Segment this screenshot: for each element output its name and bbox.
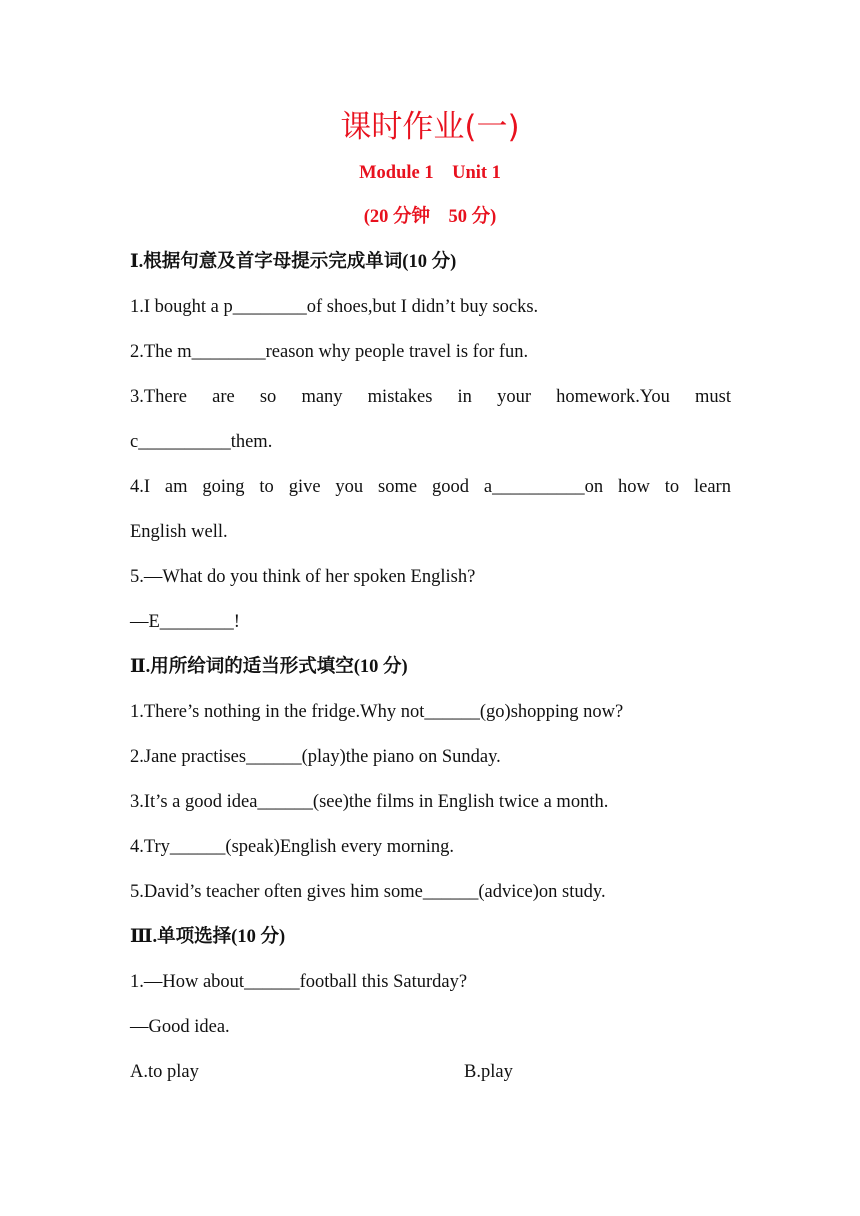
section-1-question-3-line-1 [130, 384, 731, 410]
section-2-question-1: 1.There’s nothing in the fridge.Why not______(go)shopping now? [130, 702, 624, 722]
section-2-question-5: 5.David’s teacher often gives him some______(advice)on study. [130, 882, 606, 902]
section-3-question-1-option-a: A.to play [130, 1062, 199, 1082]
word: am [164, 477, 188, 497]
section-3-question-1-option-b: B.play [464, 1062, 513, 1082]
word: 3.There [130, 387, 188, 407]
word: learn [693, 477, 731, 497]
word: 4.I [130, 477, 151, 497]
word: how [617, 477, 650, 497]
word: so [259, 387, 277, 407]
section-1-question-4-line-1 [130, 474, 731, 500]
word: homework.You [556, 387, 670, 407]
section-1-heading: Ⅰ.根据句意及首字母提示完成单词(10 分) [130, 252, 457, 272]
word: some [378, 477, 418, 497]
section-1-question-4-line-2: English well. [130, 522, 228, 542]
word: going [202, 477, 245, 497]
section-1-question-2: 2.The m________reason why people travel is for fun. [130, 342, 529, 362]
word: a__________on [483, 477, 604, 497]
word: must [695, 387, 731, 407]
word: you [335, 477, 364, 497]
section-3-question-1-line-1: 1.—How about______football this Saturday? [130, 972, 468, 992]
time-score-info: (20 分钟 50 分) [363, 207, 497, 227]
word: give [288, 477, 321, 497]
module-unit-subtitle: Module 1 Unit 1 [359, 163, 501, 183]
word: many [301, 387, 343, 407]
word: your [497, 387, 531, 407]
word: mistakes [367, 387, 433, 407]
section-3-heading: Ⅲ.单项选择(10 分) [130, 927, 286, 947]
section-1-question-5-line-1: 5.—What do you think of her spoken English? [130, 567, 476, 587]
word: to [664, 477, 680, 497]
section-2-question-2: 2.Jane practises______(play)the piano on Sunday. [130, 747, 501, 767]
word: in [457, 387, 472, 407]
page-title: 课时作业(一) [340, 109, 520, 145]
word: good [431, 477, 469, 497]
section-1-question-3-line-2: c__________them. [130, 432, 273, 452]
section-1-question-1: 1.I bought a p________of shoes,but I didn’t buy socks. [130, 297, 539, 317]
section-2-question-4: 4.Try______(speak)English every morning. [130, 837, 455, 857]
word: to [259, 477, 274, 497]
section-2-heading: Ⅱ.用所给词的适当形式填空(10 分) [130, 657, 408, 677]
section-1-question-5-line-2: —E________! [130, 612, 240, 632]
section-3-question-1-line-2: —Good idea. [130, 1017, 230, 1037]
word: are [212, 387, 235, 407]
section-2-question-3: 3.It’s a good idea______(see)the films in English twice a month. [130, 792, 609, 812]
